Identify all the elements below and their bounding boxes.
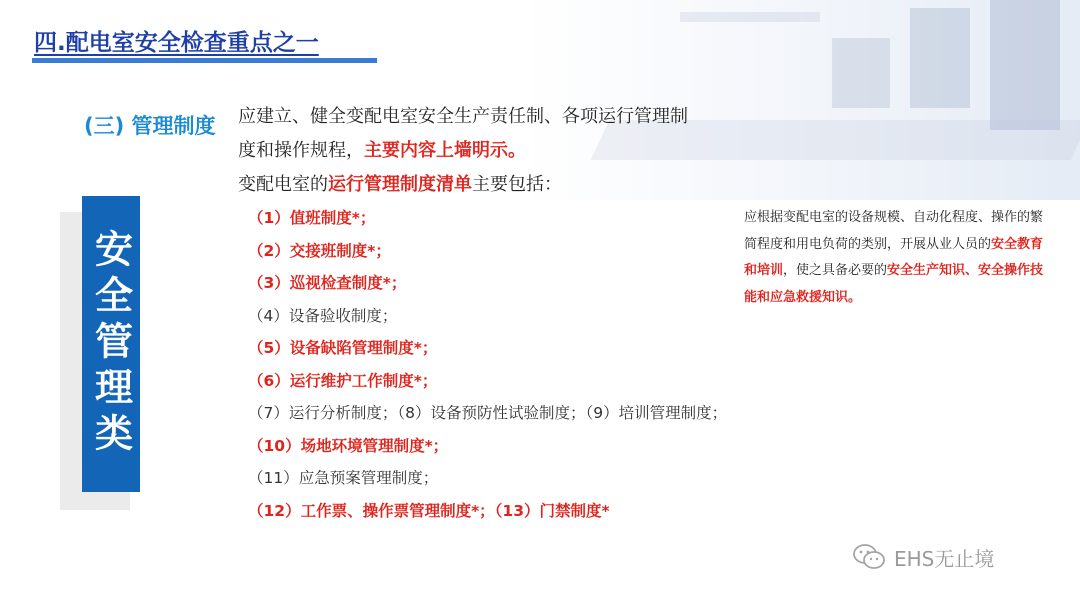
list-intro-highlight: 运行管理制度清单: [328, 174, 472, 195]
list-intro-after: 主要包括：: [472, 174, 562, 195]
list-item: （4）设备验收制度；: [248, 306, 398, 325]
section-heading: (三) 管理制度: [84, 114, 216, 138]
list-item: （5）设备缺陷管理制度*；: [248, 339, 438, 357]
watermark-text: EHS无止境: [894, 546, 995, 571]
side-note-part2: ，使之具备必要的: [783, 263, 888, 278]
intro-line-2: [238, 134, 768, 168]
list-item: （2）交接班制度*；: [248, 241, 391, 260]
side-note: [744, 205, 1044, 311]
vertical-label-box: [82, 196, 140, 492]
list-item: （7）运行分析制度；（8）设备预防性试验制度；（9）培训管理制度；: [248, 404, 728, 422]
list-item: （12）工作票、操作票管理制度*；（13）门禁制度*: [248, 501, 610, 520]
list-intro-before: 变配电室的: [238, 174, 328, 195]
intro-line-2-highlight: 主要内容上墙明示。: [364, 140, 526, 161]
main-content: [238, 100, 768, 527]
wechat-icon: [852, 542, 886, 572]
title-underline-bar: [32, 58, 377, 63]
list-item: （3）巡视检查制度*；: [248, 274, 407, 292]
list-item: （1）值班制度*；: [248, 209, 376, 227]
intro-line-1: 应建立、健全变配电室安全生产责任制、各项运行管理制: [238, 106, 688, 127]
vertical-label-text: 安全管理类: [88, 229, 133, 459]
list-item: （11）应急预案管理制度；: [248, 469, 439, 487]
list-item: （6）运行维护工作制度*；: [248, 371, 438, 390]
slide-title: 四.配电室安全检查重点之一: [34, 30, 319, 56]
list-intro: [238, 168, 768, 202]
side-note-highlight-2: 安全生产知识、安全操作技能和应急救援知识。: [744, 263, 1044, 305]
side-note-highlight-1: 安全教育和培训: [744, 236, 1044, 278]
list-item: （10）场地环境管理制度*；: [248, 436, 449, 455]
side-note-part1: 应根据变配电室的设备规模、自动化程度、操作的繁简程度和用电负荷的类别，开展从业人员的: [744, 210, 1044, 252]
intro-line-2-plain: 度和操作规程，: [238, 140, 364, 161]
watermark: [852, 542, 994, 572]
